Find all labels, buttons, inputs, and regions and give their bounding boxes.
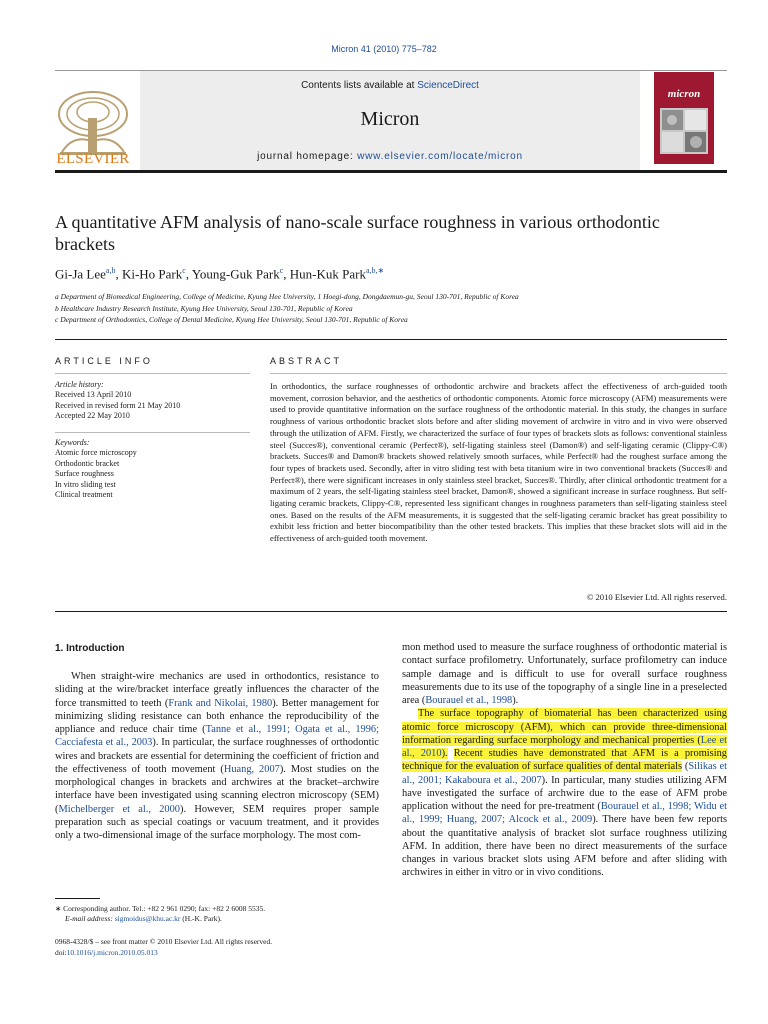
abstract-heading: ABSTRACT: [270, 356, 343, 366]
abstract-bottom-divider: [55, 611, 727, 612]
article-title: A quantitative AFM analysis of nano-scale surface roughness in various orthodontic brackets: [55, 212, 660, 254]
author-affiliation-marker[interactable]: c: [279, 266, 284, 275]
article-history: [55, 380, 250, 422]
body-text-run: ). In particular, many studies utilizing AFM have investigated the surface of archwire due to the ease of AFM probe application without the need for pre-treatment (: [402, 774, 727, 812]
footnote-divider: [55, 898, 100, 899]
email-suffix: (H.-K. Park).: [182, 914, 222, 923]
keyword-item: Orthodontic bracket: [55, 458, 120, 468]
header-top-divider: [55, 70, 727, 71]
body-text-run: When straight-wire mechanics are used in orthodontics, resistance to sliding at the wire/bracket interface greatly influences the character of the force transmitted to teeth (: [55, 671, 379, 709]
author-name: Young-Guk Park: [191, 266, 280, 282]
email-link[interactable]: sigmoidus@khu.ac.kr: [114, 914, 181, 923]
author-affiliation-marker[interactable]: c: [182, 266, 186, 275]
author-list: Gi-Ja Lee$^{a,b}$, Ki-Ho Park$^c$, Young-Guk Park$^c$, Hun-Kuk Park$^{a,b,∗}$: [55, 266, 385, 282]
doi-link[interactable]: 10.1016/j.micron.2010.05.013: [66, 948, 158, 957]
body-text-run: The surface topography of biomaterial has been characterized using atomic force microscopy (AFM), which can provide three-dimensional information regarding surface morphology and mechanical properties: [402, 708, 727, 746]
affiliation-c: c Department of Orthodontics, College of Dental Medicine, Kyung Hee University, Seoul 130-701, Republic of Korea: [55, 315, 408, 324]
corresponding-author-note: ∗ Corresponding author. Tel.: +82 2 961 0290; fax: +82 2 6008 5535.: [55, 904, 266, 913]
keyword-item: Atomic force microscopy: [55, 448, 137, 458]
citation-link[interactable]: Bourauel et al., 1998; Widu et al., 1999; Huang, 2007; Alcock et al., 2009: [402, 801, 727, 826]
highlighted-text: [402, 708, 727, 746]
citation-link[interactable]: Silikas et al., 2001; Kakaboura et al., 2007: [402, 761, 728, 786]
issn-note: 0968-4328/$ – see front matter © 2010 Elsevier Ltd. All rights reserved.: [55, 937, 273, 946]
affiliation-a: a Department of Biomedical Engineering, College of Medicine, Kyung Hee University, 1 Hoegi-dong, Dongdaemun-gu, Seoul 130-701, Republic of Korea: [55, 292, 519, 301]
header-bottom-divider: [55, 170, 727, 173]
keywords-label: Keywords:: [55, 438, 90, 447]
publisher-wordmark[interactable]: ELSEVIER: [56, 151, 130, 167]
history-label: Article history:: [55, 380, 104, 389]
author-name: Ki-Ho Park: [121, 266, 183, 282]
body-text-run: (: [682, 761, 689, 773]
journal-name: Micron: [360, 108, 420, 130]
intro-paragraph-profilometry: [402, 641, 727, 707]
highlighted-text: [694, 735, 701, 746]
author-affiliation-marker[interactable]: a,b,∗: [365, 266, 385, 275]
abstract-divider: [270, 373, 727, 374]
citation-link[interactable]: Huang, 2007: [223, 763, 280, 775]
doi-note: [55, 948, 158, 958]
keyword-item: Surface roughness: [55, 469, 114, 479]
body-text-run: ).: [512, 695, 519, 706]
intro-right-column: [402, 641, 727, 880]
body-text-run: mon method used to measure the surface roughness of orthodontic material is contact surface profilometry. Unfortunately, surface profilometry can induce sample damage and is difficult to use for overall surface roughness measurements due to its use of the topography of a single line in a preselected area (: [402, 642, 727, 706]
history-received: Received 13 April 2010: [55, 390, 132, 400]
body-text-run: Recent studies have demonstrated that AFM is a promising technique for the evaluation of surface qualities of dental materials: [402, 748, 727, 773]
keyword-item: Clinical treatment: [55, 490, 113, 500]
author-name: Hun-Kuk Park: [289, 266, 366, 282]
email-label: E-mail address:: [65, 914, 113, 923]
citation-link[interactable]: Lee et al., 2010: [402, 734, 727, 759]
body-text-run: ). Better management for minimizing sliding resistance can both enhance the reproducibility of the appliance and reduce chair time (: [55, 697, 379, 735]
keywords-divider: [55, 432, 250, 433]
citation-link[interactable]: Frank and Nikolai, 1980: [168, 697, 273, 709]
citation-link[interactable]: Michelberger et al., 2000: [58, 803, 180, 815]
copyright-notice: © 2010 Elsevier Ltd. All rights reserved.: [586, 592, 727, 602]
intro-paragraph-afm: [402, 707, 727, 879]
body-text-run: ). There have been few reports about the quantitative analysis of bracket slot surface roughness utilizing AFM. In addition, there have been no direct measurements of the surface changes in various bracket slots using AFM before and after sliding with archwires in either in vitro or in vivo conditions.: [402, 814, 727, 879]
history-revised: Received in revised form 21 May 2010: [55, 400, 181, 410]
doi-label: doi:: [55, 948, 67, 957]
cover-title: micron: [667, 88, 701, 100]
keyword-item: In vitro sliding test: [55, 479, 116, 489]
homepage-link[interactable]: www.elsevier.com/locate/micron: [357, 151, 523, 162]
author-name: Gi-Ja Lee: [55, 266, 106, 282]
contents-line: [140, 80, 640, 91]
article-info-heading: ARTICLE INFO: [55, 356, 153, 366]
body-text-run: ). However, SEM requires proper sample preparation such as special coatings or vacuum treatment, and it provides only a two-dimensional image of the surface morphology. The most com-: [55, 803, 379, 841]
keywords-block: [55, 438, 250, 500]
citation-link[interactable]: Tanne et al., 1991; Ogata et al., 1996; Cacciafesta et al., 2003: [55, 724, 379, 749]
body-text-run: (: [694, 734, 701, 746]
section-heading-introduction: 1. Introduction: [55, 643, 125, 654]
affiliation-b: b Healthcare Industry Research Institute, Kyung Hee University, Seoul 130-701, Republic of Korea: [55, 304, 353, 313]
email-note: [65, 914, 222, 924]
homepage-prefix: journal homepage:: [257, 151, 358, 162]
body-text-run: ). Most studies on the morphological changes in brackets and archwires at the bracket–archwire interface have been investigated using scanning electron microscopy (SEM) (: [55, 763, 379, 815]
sciencedirect-link[interactable]: ScienceDirect: [417, 80, 479, 91]
body-text-run: ). In particular, the surface roughnesses of orthodontic wires and brackets are essential for determining the coefficient of friction and the effectiveness of tooth movement (: [55, 737, 379, 775]
cover-micrograph-icon: [660, 108, 708, 154]
body-text-run: ).: [441, 748, 448, 759]
contents-prefix: Contents lists available at: [301, 80, 418, 91]
article-info-divider: [55, 373, 250, 374]
journal-homepage: [140, 151, 640, 162]
intro-left-column: [55, 670, 379, 842]
author-affiliation-marker[interactable]: a,b: [105, 266, 116, 275]
citation-link[interactable]: Bourauel et al., 1998: [425, 695, 513, 706]
journal-citation[interactable]: Micron 41 (2010) 775–782: [331, 44, 437, 54]
section-divider: [55, 339, 727, 340]
abstract-body: In orthodontics, the surface roughnesses of orthodontic archwire and brackets affect the effectiveness of arch-guided tooth movement, corrosion behavior, and the aesthetics of orthodontic components. Atomic force microscopy (AFM) measurements were used to provide quantitative information on the surface roughness of the orthodontic material. In this study, the changes in surface roughness of various orthodontic bracket slots before and after sliding movement of archwire in vitro and in vivo were observed through the utilization of AFM. Firstly, we characterized the surface of four types of brackets slots as follows: conventional stainless steel (Succes®), conventional ceramic (Perfect®), self-ligating stainless steel (Damon®) and self-ligating ceramic (Clippy-C®) brackets. Succes® and Damon® brackets showed relatively smooth surfaces, while Perfect® had the roughest surface among the four types of brackets used. Secondly, after in vitro sliding test with beta titanium wire in two conventional brackets (Succes® and Perfect®), there were significant increases in only stainless steel bracket, Succes®. Thirdly, after clinical orthodontic treatment for a maximum of 2 years, the self-ligating stainless steel bracket, Damon®, showed a significant increase in surface roughness. But self-ligating ceramic brackets, Clippy-C®, represented less significant changes in roughness parameters than self-ligating stainless steel ones. Based on the results of the AFM measurements, it is suggested that the self-ligating ceramic bracket has great possibility to exhibit less friction and better biocompatibility than the other tested brackets. This implies that these bracket slots will aid in the effectiveness of arch-guided tooth movement.: [270, 381, 727, 544]
history-accepted: Accepted 22 May 2010: [55, 411, 130, 421]
highlighted-text: [442, 748, 448, 759]
